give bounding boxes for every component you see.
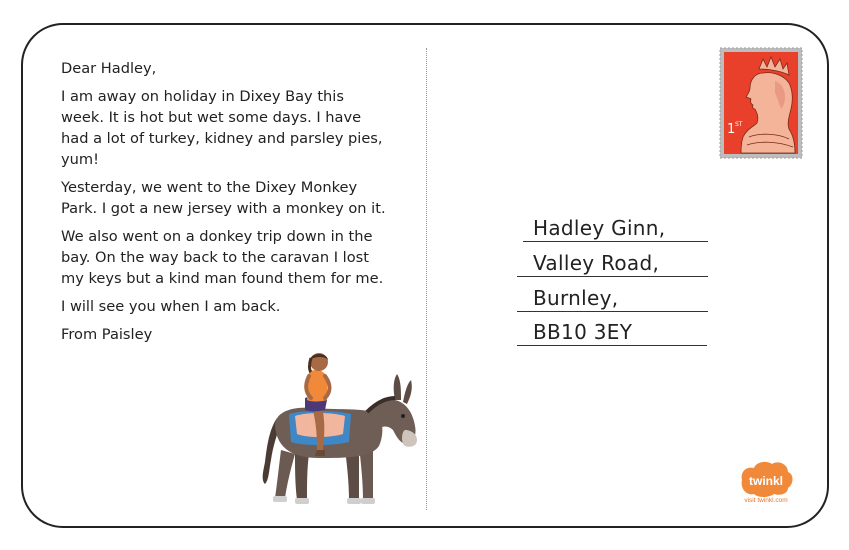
- letter-paragraph: I am away on holiday in Dixey Bay this week. It is hot but wet some days. I have had a lot of turkey, kidney and parsley pies, yum!: [61, 88, 383, 168]
- postcard-divider: [426, 48, 427, 510]
- letter-body: [61, 58, 391, 352]
- stamp-suffix: ST: [735, 121, 743, 128]
- address-line-postcode: BB10 3EY: [517, 319, 707, 346]
- letter-paragraph: I will see you when I am back.: [61, 298, 281, 315]
- stamp-icon: [719, 47, 803, 159]
- letter-paragraph: We also went on a donkey trip down in the bay. On the way back to the caravan I lost my keys but a kind man found them for me.: [61, 228, 384, 287]
- address-line-town: Burnley,: [517, 285, 708, 312]
- letter-signoff: From Paisley: [61, 326, 153, 343]
- address-line-name: Hadley Ginn,: [523, 215, 708, 242]
- address-line-street: Valley Road,: [517, 250, 708, 277]
- girl-riding-donkey-icon: [255, 350, 425, 512]
- letter-greeting: Dear Hadley,: [61, 60, 157, 77]
- twinkl-logo-text: twinkl: [748, 474, 784, 488]
- stamp-value: 1: [727, 122, 736, 137]
- letter-paragraph: Yesterday, we went to the Dixey Monkey Park. I got a new jersey with a monkey on it.: [61, 179, 386, 217]
- twinkl-url: visit twinkl.com: [744, 497, 788, 504]
